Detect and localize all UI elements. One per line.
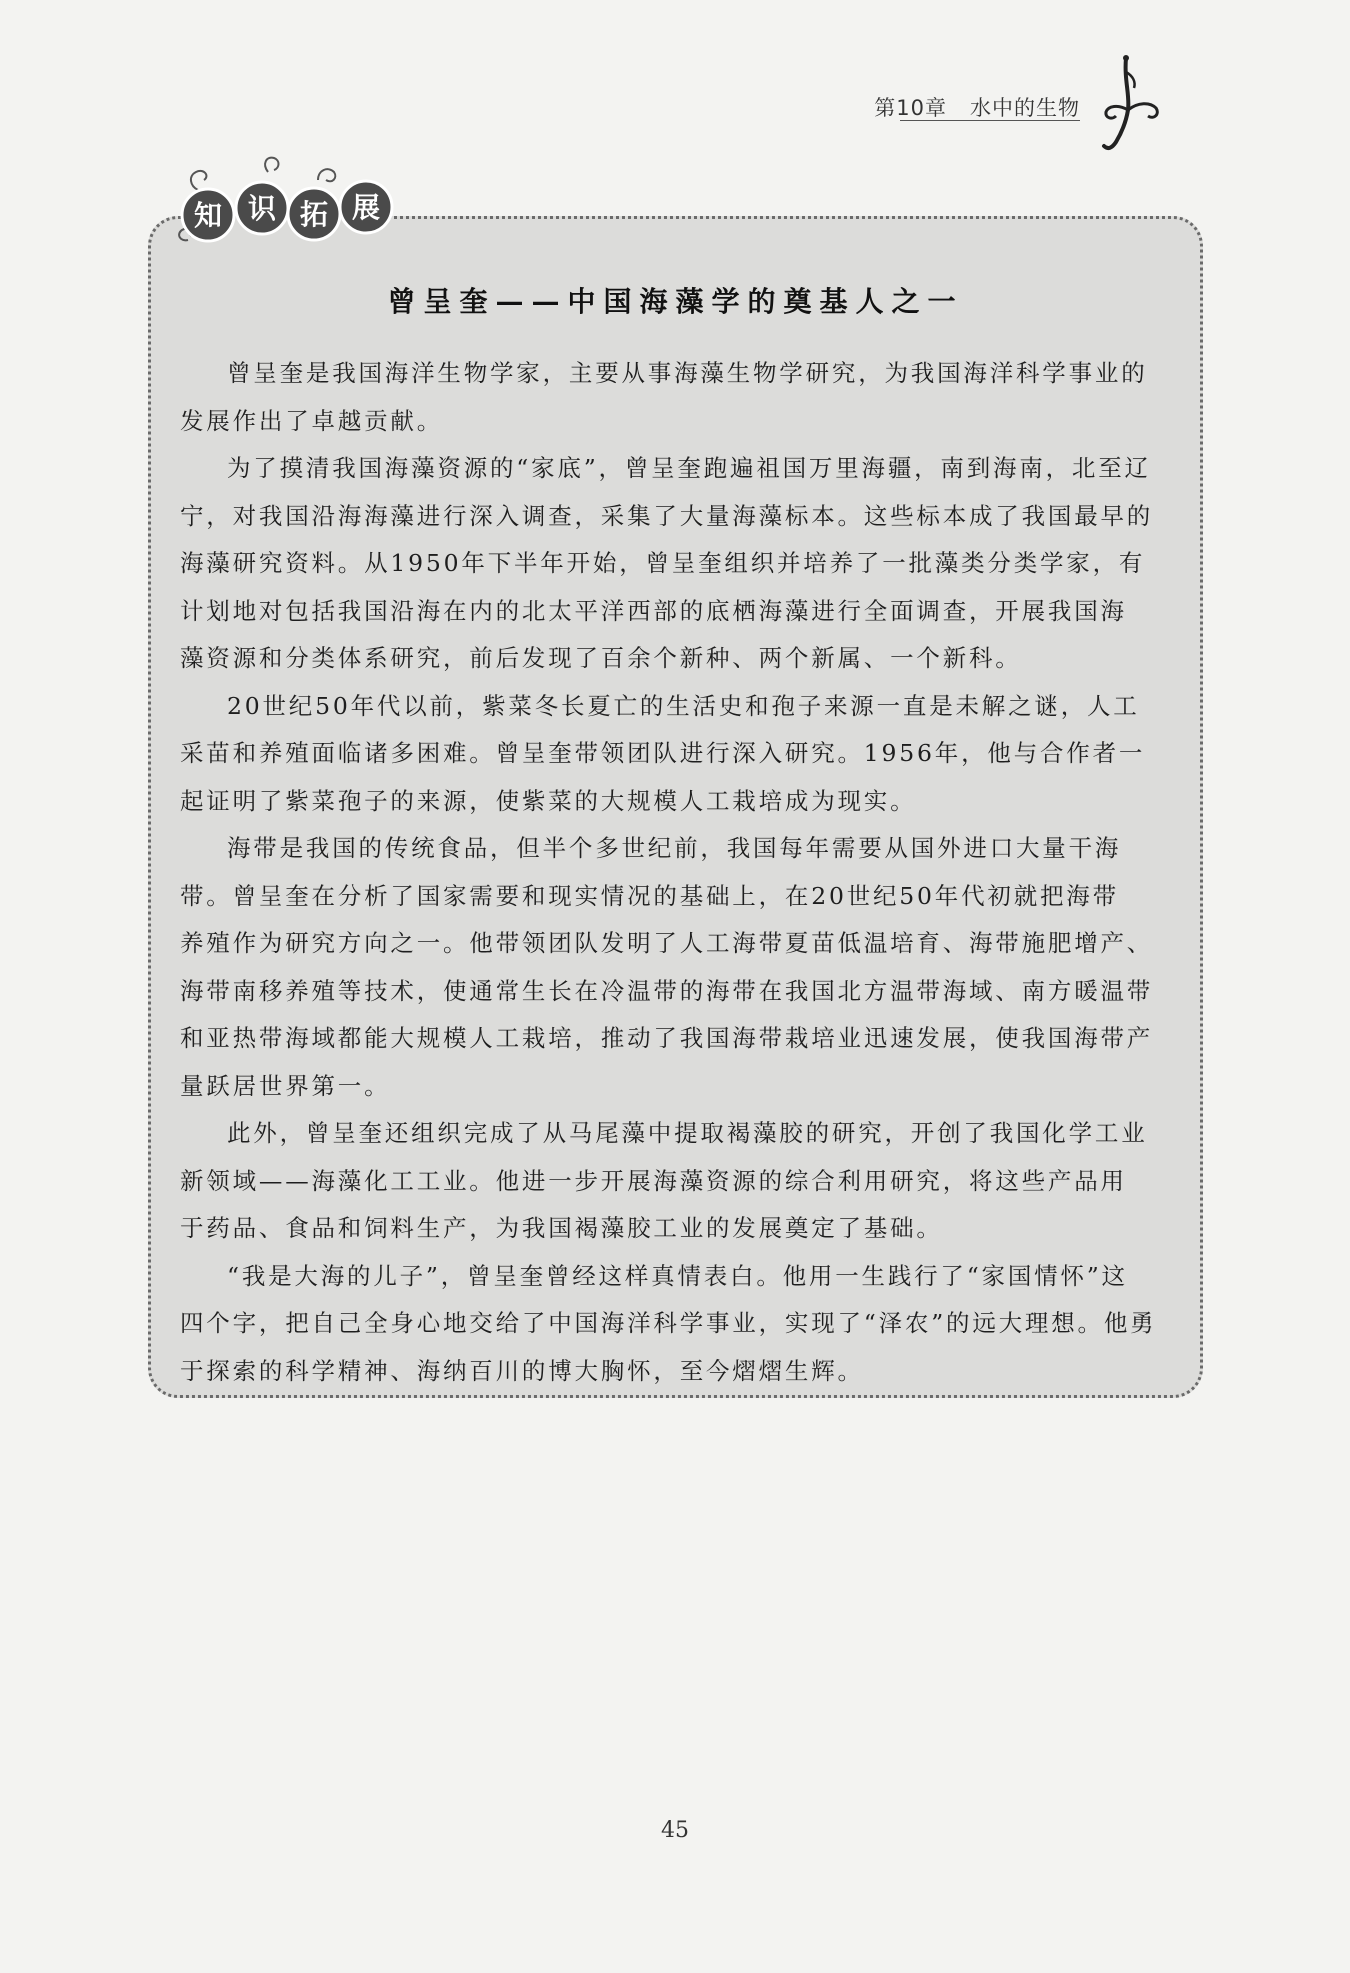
text-line: 和亚热带海域都能大规模人工栽培，推动了我国海带栽培业迅速发展，使我国海带产: [180, 1024, 1154, 1052]
text-line: 宁，对我国沿海海藻进行深入调查，采集了大量海藻标本。这些标本成了我国最早的: [180, 501, 1154, 530]
text-line: 为了摸清我国海藻资源的“家底”，曾呈奎跑遍祖国万里海疆，南到海南，北至辽: [227, 454, 1151, 482]
text-line: 藻资源和分类体系研究，前后发现了百余个新种、两个新属、一个新科。: [180, 644, 1022, 672]
badge-char: 知: [193, 199, 223, 232]
paragraph: [180, 445, 1172, 683]
paragraph: [180, 825, 1172, 1110]
chapter-heading: [874, 92, 1080, 122]
text-line: 四个字，把自己全身心地交给了中国海洋科学事业，实现了“泽农”的远大理想。他勇: [180, 1309, 1157, 1337]
text-line: 曾呈奎是我国海洋生物学家，主要从事海藻生物学研究，为我国海洋科学事业的: [227, 359, 1148, 387]
knowledge-extension-badge: [168, 150, 398, 270]
text-line: 新领域——海藻化工工业。他进一步开展海藻资源的综合利用研究，将这些产品用: [180, 1166, 1127, 1195]
paragraph: [180, 683, 1172, 826]
text-line: 起证明了紫菜孢子的来源，使紫菜的大规模人工栽培成为现实。: [180, 786, 917, 815]
text-line: 此外，曾呈奎还组织完成了从马尾藻中提取褐藻胶的研究，开创了我国化学工业: [227, 1119, 1148, 1147]
badge-char: 识: [247, 192, 277, 225]
running-header: [874, 88, 1230, 128]
text-line: 计划地对包括我国沿海在内的北太平洋西部的底栖海藻进行全面调查，开展我国海: [180, 596, 1127, 625]
text-line: 带。曾呈奎在分析了国家需要和现实情况的基础上，在20世纪50年代初就把海带: [180, 881, 1119, 910]
chapter-title: 水中的生物: [970, 96, 1080, 120]
paragraph: [180, 350, 1172, 445]
paragraph: [180, 1110, 1172, 1253]
text-line: 发展作出了卓越贡献。: [180, 406, 443, 435]
page-number: 45: [661, 1818, 689, 1843]
article-title: 曾呈奎——中国海藻学的奠基人之一: [387, 285, 964, 318]
text-line: 于探索的科学精神、海纳百川的博大胸怀，至今熠熠生辉。: [180, 1356, 864, 1385]
text-line: “我是大海的儿子”，曾呈奎曾经这样真情表白。他用一生践行了“家国情怀”这: [227, 1261, 1128, 1290]
article-body: [180, 350, 1172, 1395]
text-line: 海带南移养殖等技术，使通常生长在冷温带的海带在我国北方温带海域、南方暖温带: [180, 976, 1154, 1005]
text-line: 采苗和养殖面临诸多困难。曾呈奎带领团队进行深入研究。1956年，他与合作者一: [180, 739, 1146, 767]
text-line: 海带是我国的传统食品，但半个多世纪前，我国每年需要从国外进口大量干海: [227, 834, 1122, 862]
badge-char: 展: [351, 191, 381, 224]
chapter-number: 第10章: [874, 96, 947, 120]
text-line: 量跃居世界第一。: [180, 1071, 391, 1100]
header-rule: [900, 120, 1080, 121]
badge-char: 拓: [299, 198, 329, 231]
text-line: 20世纪50年代以前，紫菜冬长夏亡的生活史和孢子来源一直是未解之谜，人工: [227, 691, 1140, 720]
flourish-ornament-icon: [1078, 50, 1178, 160]
text-line: 于药品、食品和饲料生产，为我国褐藻胶工业的发展奠定了基础。: [180, 1214, 943, 1242]
text-line: 养殖作为研究方向之一。他带领团队发明了人工海带夏苗低温培育、海带施肥增产、: [180, 929, 1154, 957]
paragraph: [180, 1253, 1172, 1396]
text-line: 海藻研究资料。从1950年下半年开始，曾呈奎组织并培养了一批藻类分类学家，有: [180, 549, 1146, 577]
